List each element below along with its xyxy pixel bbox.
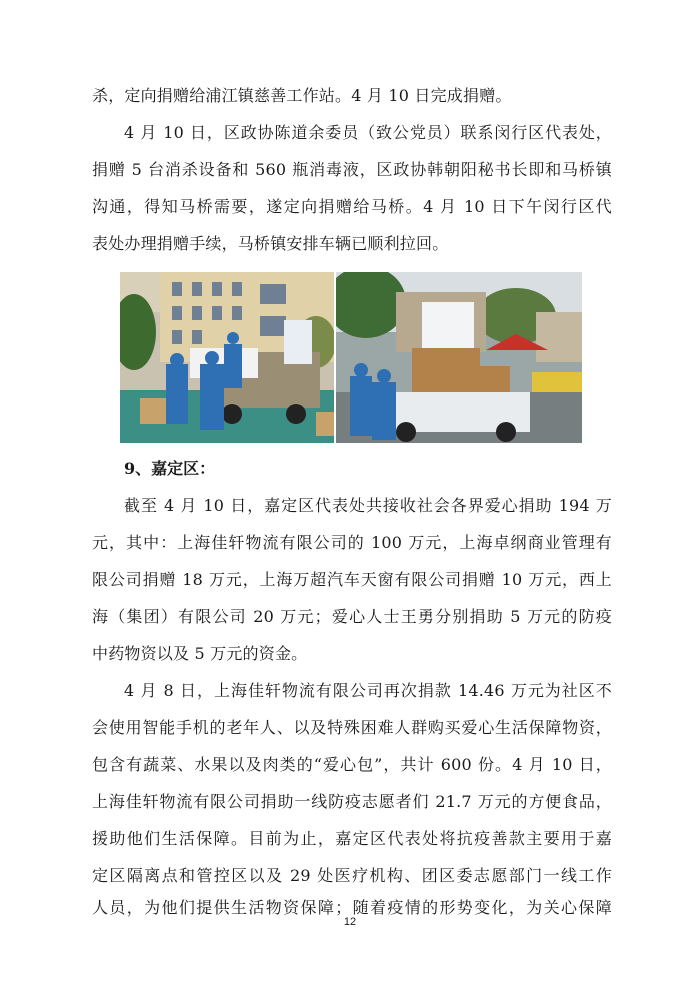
paragraph-line: 限公司捐赠 18 万元，上海万超汽车天窗有限公司捐赠 10 万元，西上 xyxy=(92,570,612,589)
paragraph-line: 截至 4 月 10 日，嘉定区代表处共接收社会各界爱心捐助 194 万 xyxy=(124,496,612,515)
paragraph-line: 中药物资以及 5 万元的资金。 xyxy=(92,644,308,663)
paragraph-line: 表处办理捐赠手续，马桥镇安排车辆已顺利拉回。 xyxy=(92,234,449,253)
section-heading: 9、嘉定区： xyxy=(124,459,216,478)
paragraph-line: 会使用智能手机的老年人、以及特殊困难人群购买爱心生活保障物资， xyxy=(92,718,612,737)
paragraph-line: 元，其中：上海佳轩物流有限公司的 100 万元，上海卓纲商业管理有 xyxy=(92,533,612,552)
paragraph-line: 海（集团）有限公司 20 万元；爱心人士王勇分别捐助 5 万元的防疫 xyxy=(92,607,612,626)
paragraph-line: 杀，定向捐赠给浦江镇慈善工作站。4 月 10 日完成捐赠。 xyxy=(92,86,512,105)
paragraph-line: 上海佳轩物流有限公司捐助一线防疫志愿者们 21.7 万元的方便食品， xyxy=(92,792,612,811)
donation-photos xyxy=(120,272,582,443)
paragraph-line: 包含有蔬菜、水果以及肉类的“爱心包”，共计 600 份。4 月 10 日， xyxy=(92,755,612,774)
paragraph-line: 4 月 10 日，区政协陈道余委员（致公党员）联系闵行区代表处， xyxy=(124,123,612,142)
paragraph-line: 人员，为他们提供生活物资保障；随着疫情的形势变化，为关心保障 xyxy=(92,898,612,917)
paragraph-line: 定区隔离点和管控区以及 29 处医疗机构、团区委志愿部门一线工作 xyxy=(92,866,612,885)
photo-right xyxy=(336,272,582,443)
page-number: 12 xyxy=(343,916,357,928)
paragraph-line: 援助他们生活保障。目前为止，嘉定区代表处将抗疫善款主要用于嘉 xyxy=(92,829,612,848)
photo-left xyxy=(120,272,334,443)
paragraph-line: 4 月 8 日，上海佳轩物流有限公司再次捐款 14.46 万元为社区不 xyxy=(124,681,612,700)
paragraph-line: 捐赠 5 台消杀设备和 560 瓶消毒液，区政协韩朝阳秘书长即和马桥镇 xyxy=(92,160,612,179)
paragraph-line: 沟通，得知马桥需要，遂定向捐赠给马桥。4 月 10 日下午闵行区代 xyxy=(92,197,612,216)
